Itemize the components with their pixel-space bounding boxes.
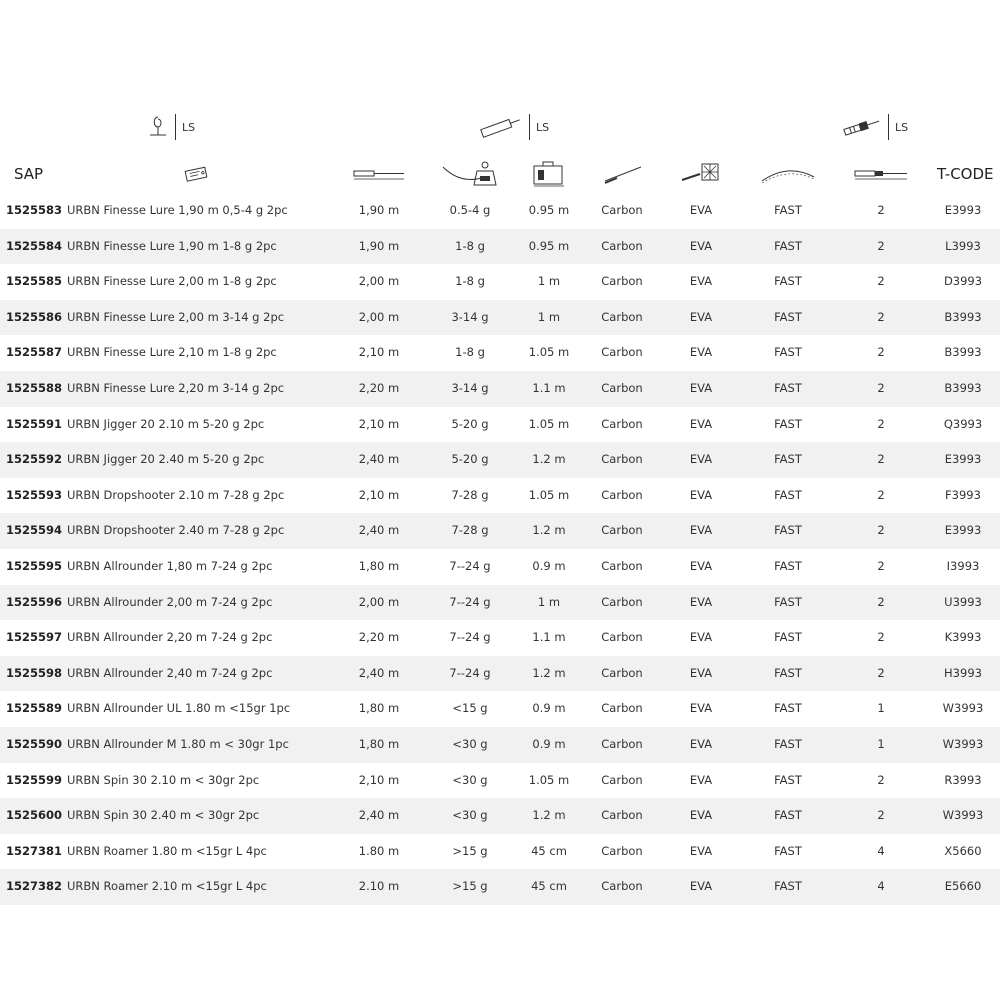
product-table: [0, 193, 1000, 905]
length-cell: 2,20 m: [358, 630, 400, 645]
length-cell: 1,80 m: [358, 736, 400, 751]
casting-weight-cell: <30 g: [452, 808, 488, 823]
description-cell: URBN Finesse Lure 2,20 m 3-14 g 2pc: [67, 380, 285, 395]
handle-cell: EVA: [689, 808, 713, 823]
tcode-cell: B3993: [944, 345, 982, 360]
handle-cell: EVA: [689, 594, 713, 609]
sap-cell: 1525588: [6, 380, 63, 395]
tag-icon: [180, 155, 214, 193]
sap-cell: 1525583: [6, 203, 63, 217]
table-row: [0, 585, 1000, 621]
material-cell: Carbon: [601, 345, 643, 360]
casting-weight-icon: [441, 155, 503, 193]
handle-cell: EVA: [689, 665, 713, 680]
material-cell: Carbon: [601, 416, 643, 431]
description-cell: URBN Roamer 1.80 m <15gr L 4pc: [67, 843, 267, 858]
transport-length-cell: 45 cm: [531, 879, 567, 894]
tcode-cell: H3993: [944, 665, 982, 680]
table-row: [0, 407, 1000, 443]
action-cell: FAST: [774, 380, 802, 395]
handle-cell: EVA: [689, 380, 713, 395]
handle-cell: EVA: [689, 309, 713, 324]
description-cell: URBN Allrounder UL 1.80 m <15gr 1pc: [67, 701, 291, 716]
handle-cell: EVA: [689, 701, 713, 716]
transport-length-cell: 1.2 m: [532, 808, 566, 823]
casting-weight-cell: <30 g: [452, 772, 488, 787]
tcode-header: T-CODE: [937, 165, 994, 183]
sections-cell: 2: [877, 238, 885, 253]
action-cell: FAST: [774, 238, 802, 253]
description-cell: URBN Finesse Lure 2,00 m 3-14 g 2pc: [67, 309, 285, 324]
action-icon: [760, 155, 816, 193]
action-cell: FAST: [774, 203, 802, 217]
casting-weight-cell: 3-14 g: [451, 380, 489, 395]
handle-cell: EVA: [689, 238, 713, 253]
table-header: [0, 155, 1000, 193]
tcode-cell: I3993: [946, 558, 980, 573]
description-cell: URBN Allrounder 2,20 m 7-24 g 2pc: [67, 630, 273, 645]
length-cell: 2,00 m: [358, 594, 400, 609]
sections-cell: 2: [877, 558, 885, 573]
ls-group-tube: [477, 112, 549, 142]
action-cell: FAST: [774, 701, 802, 716]
action-cell: FAST: [774, 452, 802, 467]
length-cell: 1,80 m: [358, 558, 400, 573]
table-row: [0, 549, 1000, 585]
casting-weight-cell: 5-20 g: [451, 416, 489, 431]
table-row: [0, 229, 1000, 265]
handle-cell: EVA: [689, 879, 713, 894]
material-cell: Carbon: [601, 630, 643, 645]
transport-length-cell: 0.95 m: [528, 238, 570, 253]
action-cell: FAST: [774, 594, 802, 609]
length-cell: 2,40 m: [358, 523, 400, 538]
action-cell: FAST: [774, 487, 802, 502]
table-row: [0, 264, 1000, 300]
length-cell: 2,10 m: [358, 772, 400, 787]
handle-cell: EVA: [689, 274, 713, 289]
casting-weight-cell: <30 g: [452, 736, 488, 751]
action-cell: FAST: [774, 274, 802, 289]
handle-material-icon: [680, 155, 722, 193]
transport-length-icon: [531, 155, 567, 193]
sections-cell: 2: [877, 203, 885, 217]
description-cell: URBN Allrounder 1,80 m 7-24 g 2pc: [67, 558, 273, 573]
transport-length-cell: 45 cm: [531, 843, 567, 858]
material-cell: Carbon: [601, 701, 643, 716]
sap-cell: 1525594: [6, 523, 63, 538]
description-cell: URBN Jigger 20 2.40 m 5-20 g 2pc: [67, 452, 265, 467]
sap-cell: 1525596: [6, 594, 63, 609]
rod-length-icon: [352, 155, 406, 193]
casting-weight-cell: 1-8 g: [455, 274, 485, 289]
casting-weight-cell: 1-8 g: [455, 345, 485, 360]
sections-cell: 2: [877, 772, 885, 787]
table-row: [0, 763, 1000, 799]
length-cell: 1,80 m: [358, 701, 400, 716]
table-row: [0, 869, 1000, 905]
tcode-cell: D3993: [943, 274, 983, 289]
description-cell: URBN Spin 30 2.10 m < 30gr 2pc: [67, 772, 260, 787]
transport-length-cell: 1.1 m: [532, 630, 566, 645]
sap-cell: 1525600: [6, 808, 63, 823]
casting-weight-cell: 5-20 g: [451, 452, 489, 467]
table-row: [0, 335, 1000, 371]
transport-length-cell: 0.9 m: [532, 736, 566, 751]
material-cell: Carbon: [601, 843, 643, 858]
line-knot-icon: [147, 113, 169, 141]
length-cell: 2,00 m: [358, 309, 400, 324]
handle-cell: EVA: [689, 416, 713, 431]
sap-cell: 1525597: [6, 630, 63, 645]
material-cell: Carbon: [601, 380, 643, 395]
handle-cell: EVA: [689, 630, 713, 645]
tcode-cell: E3993: [944, 523, 982, 538]
transport-length-cell: 1.2 m: [532, 523, 566, 538]
tcode-cell: K3993: [944, 630, 982, 645]
transport-length-cell: 1.05 m: [528, 416, 570, 431]
casting-weight-cell: 7--24 g: [449, 665, 491, 680]
material-cell: Carbon: [601, 238, 643, 253]
sections-cell: 2: [877, 808, 885, 823]
casting-weight-cell: >15 g: [452, 879, 488, 894]
transport-length-cell: 1 m: [537, 309, 561, 324]
sections-cell: 1: [877, 701, 885, 716]
material-cell: Carbon: [601, 594, 643, 609]
table-row: [0, 371, 1000, 407]
sap-header: SAP: [14, 165, 44, 183]
sections-cell: 2: [877, 309, 885, 324]
material-cell: Carbon: [601, 309, 643, 324]
action-cell: FAST: [774, 558, 802, 573]
length-cell: 2,40 m: [358, 452, 400, 467]
handle-cell: EVA: [689, 203, 713, 217]
sections-cell: 2: [877, 665, 885, 680]
sections-cell: 4: [877, 843, 885, 858]
tcode-cell: W3993: [942, 736, 984, 751]
tcode-cell: L3993: [945, 238, 981, 253]
action-cell: FAST: [774, 879, 802, 894]
divider: [888, 114, 889, 140]
action-cell: FAST: [774, 665, 802, 680]
table-row: [0, 513, 1000, 549]
description-cell: URBN Roamer 2.10 m <15gr L 4pc: [67, 879, 267, 894]
material-cell: Carbon: [601, 736, 643, 751]
divider: [175, 114, 176, 140]
length-cell: 2,40 m: [358, 808, 400, 823]
rod-joint-icon: [840, 113, 882, 141]
sap-cell: 1525589: [6, 701, 63, 716]
sections-cell: 2: [877, 594, 885, 609]
action-cell: FAST: [774, 843, 802, 858]
sap-cell: 1527381: [6, 843, 63, 858]
tcode-cell: F3993: [945, 487, 981, 502]
tcode-cell: E5660: [944, 879, 982, 894]
tcode-cell: E3993: [944, 203, 982, 217]
sap-cell: 1525584: [6, 238, 63, 253]
action-cell: FAST: [774, 772, 802, 787]
transport-length-cell: 0.9 m: [532, 558, 566, 573]
transport-length-cell: 0.9 m: [532, 701, 566, 716]
casting-weight-cell: 3-14 g: [451, 309, 489, 324]
handle-cell: EVA: [689, 843, 713, 858]
transport-length-cell: 1.1 m: [532, 380, 566, 395]
table-row: [0, 691, 1000, 727]
material-cell: Carbon: [601, 487, 643, 502]
tcode-cell: Q3993: [943, 416, 983, 431]
material-cell: Carbon: [601, 808, 643, 823]
sections-cell: 2: [877, 345, 885, 360]
transport-length-cell: 1.05 m: [528, 772, 570, 787]
transport-length-cell: 1.05 m: [528, 345, 570, 360]
sections-cell: 2: [877, 630, 885, 645]
ls-label: LS: [895, 120, 909, 134]
sap-cell: 1525599: [6, 772, 63, 787]
action-cell: FAST: [774, 630, 802, 645]
rod-tube-icon: [477, 113, 523, 141]
length-cell: 2.10 m: [358, 879, 400, 894]
description-cell: URBN Allrounder M 1.80 m < 30gr 1pc: [67, 736, 289, 751]
sap-cell: 1525593: [6, 487, 63, 502]
length-cell: 1.80 m: [358, 843, 400, 858]
sap-cell: 1525590: [6, 736, 63, 751]
ls-label: LS: [536, 120, 550, 134]
action-cell: FAST: [774, 808, 802, 823]
handle-cell: EVA: [689, 736, 713, 751]
table-row: [0, 442, 1000, 478]
ls-group-line: [147, 112, 195, 142]
material-cell: Carbon: [601, 772, 643, 787]
table-row: [0, 656, 1000, 692]
transport-length-cell: 1.2 m: [532, 665, 566, 680]
casting-weight-cell: 1-8 g: [455, 238, 485, 253]
sections-cell: 2: [877, 380, 885, 395]
casting-weight-cell: 7-28 g: [451, 487, 489, 502]
casting-weight-cell: 7--24 g: [449, 558, 491, 573]
sap-cell: 1525586: [6, 309, 63, 324]
table-row: [0, 478, 1000, 514]
sap-cell: 1527382: [6, 879, 63, 894]
tcode-cell: W3993: [942, 808, 984, 823]
table-row: [0, 620, 1000, 656]
handle-cell: EVA: [689, 558, 713, 573]
description-cell: URBN Finesse Lure 1,90 m 1-8 g 2pc: [67, 238, 277, 253]
handle-cell: EVA: [689, 523, 713, 538]
casting-weight-cell: 0.5-4 g: [449, 203, 491, 217]
tcode-cell: R3993: [944, 772, 982, 787]
sections-cell: 2: [877, 487, 885, 502]
transport-length-cell: 1.05 m: [528, 487, 570, 502]
action-cell: FAST: [774, 736, 802, 751]
tcode-cell: E3993: [944, 452, 982, 467]
tcode-cell: B3993: [944, 309, 982, 324]
sections-icon: [853, 155, 909, 193]
transport-length-cell: 1.2 m: [532, 452, 566, 467]
table-row: [0, 193, 1000, 229]
material-cell: Carbon: [601, 274, 643, 289]
sap-cell: 1525587: [6, 345, 63, 360]
sections-cell: 1: [877, 736, 885, 751]
handle-cell: EVA: [689, 345, 713, 360]
description-cell: URBN Jigger 20 2.10 m 5-20 g 2pc: [67, 416, 265, 431]
sap-cell: 1525591: [6, 416, 63, 431]
description-cell: URBN Finesse Lure 1,90 m 0,5-4 g 2pc: [67, 203, 288, 217]
length-cell: 2,10 m: [358, 487, 400, 502]
description-cell: URBN Finesse Lure 2,10 m 1-8 g 2pc: [67, 345, 277, 360]
material-cell: Carbon: [601, 665, 643, 680]
length-cell: 1,90 m: [358, 238, 400, 253]
sections-cell: 4: [877, 879, 885, 894]
length-cell: 2,10 m: [358, 416, 400, 431]
handle-cell: EVA: [689, 487, 713, 502]
length-cell: 2,10 m: [358, 345, 400, 360]
length-cell: 2,20 m: [358, 380, 400, 395]
tcode-cell: W3993: [942, 701, 984, 716]
description-cell: URBN Allrounder 2,40 m 7-24 g 2pc: [67, 665, 273, 680]
blank-material-icon: [603, 155, 643, 193]
table-row: [0, 798, 1000, 834]
sections-cell: 2: [877, 452, 885, 467]
description-cell: URBN Allrounder 2,00 m 7-24 g 2pc: [67, 594, 273, 609]
handle-cell: EVA: [689, 772, 713, 787]
description-cell: URBN Spin 30 2.40 m < 30gr 2pc: [67, 808, 260, 823]
casting-weight-cell: >15 g: [452, 843, 488, 858]
casting-weight-cell: 7--24 g: [449, 594, 491, 609]
description-cell: URBN Dropshooter 2.10 m 7-28 g 2pc: [67, 487, 285, 502]
ls-group-joint: [840, 112, 908, 142]
tcode-cell: X5660: [944, 843, 982, 858]
sap-cell: 1525595: [6, 558, 63, 573]
material-cell: Carbon: [601, 452, 643, 467]
description-cell: URBN Dropshooter 2.40 m 7-28 g 2pc: [67, 523, 285, 538]
sap-cell: 1525598: [6, 665, 63, 680]
table-row: [0, 300, 1000, 336]
casting-weight-cell: 7-28 g: [451, 523, 489, 538]
length-cell: 2,00 m: [358, 274, 400, 289]
table-row: [0, 834, 1000, 870]
action-cell: FAST: [774, 309, 802, 324]
tcode-cell: B3993: [944, 380, 982, 395]
casting-weight-cell: 7--24 g: [449, 630, 491, 645]
action-cell: FAST: [774, 416, 802, 431]
action-cell: FAST: [774, 345, 802, 360]
divider: [529, 114, 530, 140]
ls-label: LS: [182, 120, 196, 134]
material-cell: Carbon: [601, 523, 643, 538]
material-cell: Carbon: [601, 558, 643, 573]
description-cell: URBN Finesse Lure 2,00 m 1-8 g 2pc: [67, 274, 277, 289]
sections-cell: 2: [877, 523, 885, 538]
length-cell: 1,90 m: [358, 203, 400, 217]
transport-length-cell: 0.95 m: [528, 203, 570, 217]
action-cell: FAST: [774, 523, 802, 538]
sap-cell: 1525592: [6, 452, 63, 467]
sections-cell: 2: [877, 416, 885, 431]
sections-cell: 2: [877, 274, 885, 289]
transport-length-cell: 1 m: [537, 594, 561, 609]
handle-cell: EVA: [689, 452, 713, 467]
tcode-cell: U3993: [944, 594, 982, 609]
casting-weight-cell: <15 g: [452, 701, 488, 716]
length-cell: 2,40 m: [358, 665, 400, 680]
material-cell: Carbon: [601, 879, 643, 894]
transport-length-cell: 1 m: [537, 274, 561, 289]
sap-cell: 1525585: [6, 274, 63, 289]
material-cell: Carbon: [601, 203, 643, 217]
table-row: [0, 727, 1000, 763]
